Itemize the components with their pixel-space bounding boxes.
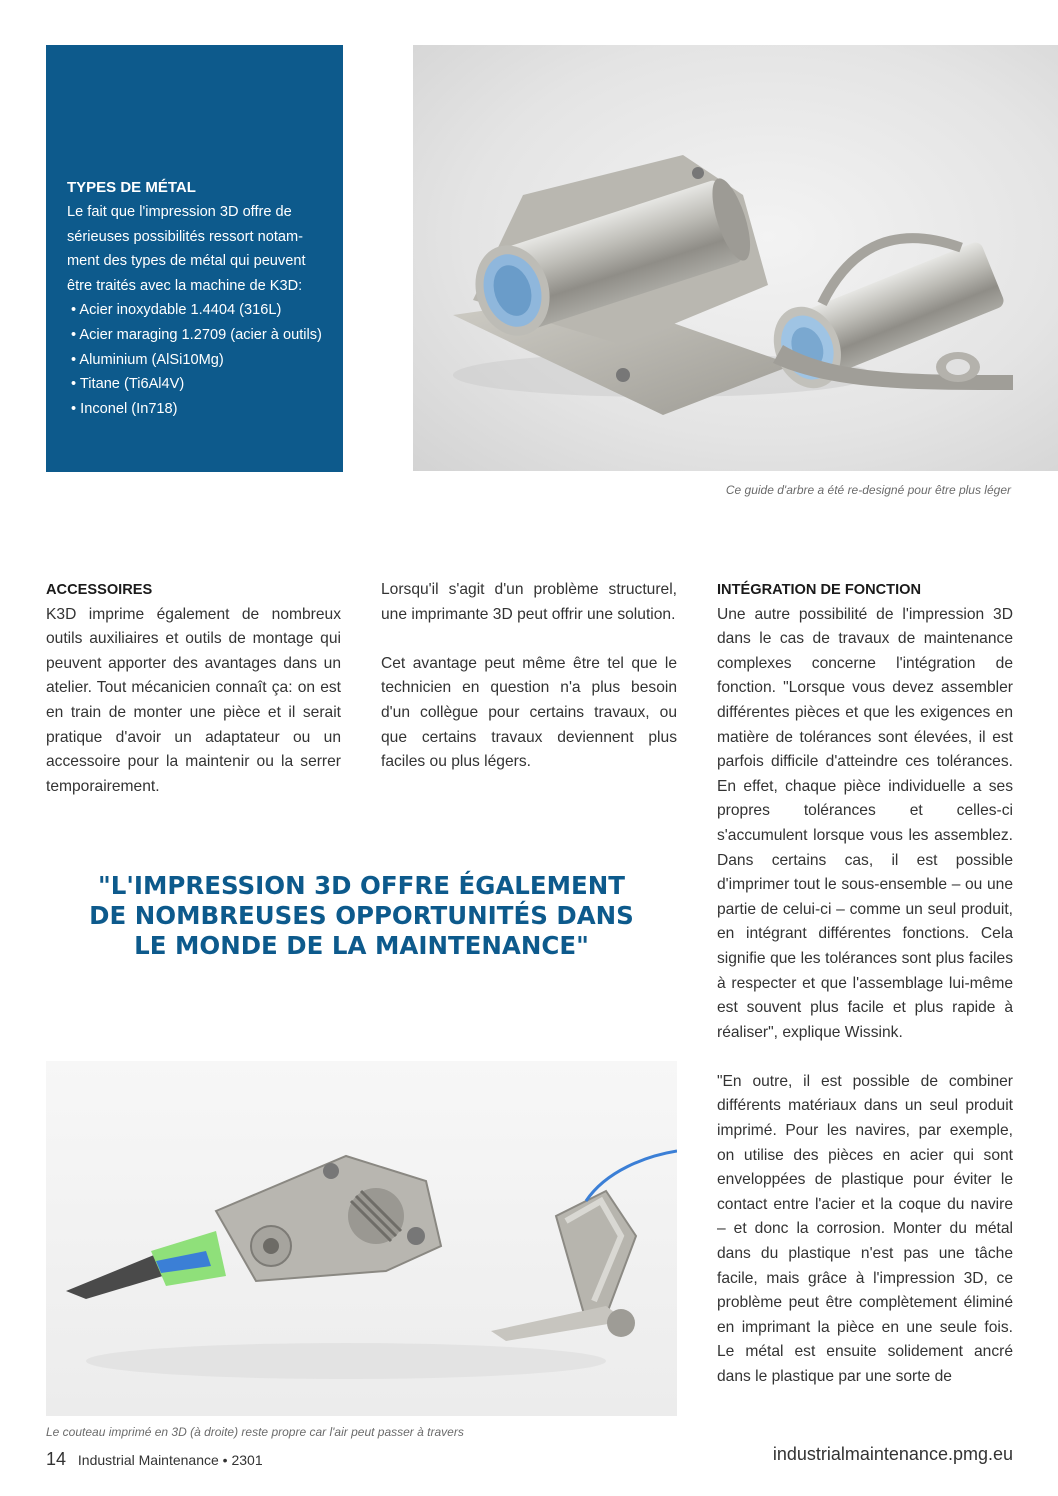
list-item: • Acier inoxydable 1.4404 (316L)	[67, 298, 325, 323]
list-item: • Titane (Ti6Al4V)	[67, 372, 325, 397]
publication-name: Industrial Maintenance • 2301	[77, 1452, 263, 1468]
footer-publication	[46, 1449, 263, 1470]
list-item: • Acier maraging 1.2709 (acier à outils)	[67, 323, 325, 348]
website-link[interactable]: industrialmaintenance.pmg.eu	[772, 1444, 1013, 1464]
metal-types-list	[67, 298, 325, 421]
page-number: 14	[46, 1449, 67, 1469]
pull-quote-line: "L'IMPRESSION 3D OFFRE ÉGALEMENT	[98, 871, 625, 900]
pull-quote-line: DE NOMBREUSES OPPORTUNITÉS DANS	[89, 901, 634, 930]
integration-heading: INTÉGRATION DE FONCTION	[717, 582, 922, 598]
metal-types-box	[46, 45, 343, 472]
pull-quote	[46, 871, 677, 961]
integration-paragraph-1: Une autre possibilité de l'impression 3D dans le cas de travaux de maintenance complexes concerne l'intégration de fonction. "Lorsque vous devez assembler différentes pièces et que les exigences en matière de tolérances sont élevées, il est parfois difficile d'atteindre ces tolérances. En effet, chaque pièce individuelle a ses propres tolérances et celles-ci s'accumulent lorsque vous les assemblez. Dans certains cas, il est possible d'imprimer tout le sous-ensemble – ou une partie de celui-ci – comme un seul produit, en intégrant différentes fonctions. Cela signifie que les tolérances sont plus faciles à respecter et que l'assemblage lui-même est souvent plus facile et plus rapide à réaliser", explique Wissink.	[717, 605, 1013, 1041]
column-accessoires	[46, 578, 341, 799]
knife-illustration	[46, 1061, 677, 1416]
list-item: • Inconel (In718)	[67, 397, 325, 422]
metal-types-intro: Le fait que l'impression 3D offre de sérieuses possibilités ressort notamment des types de métal qui peuvent être traités avec la machine de K3D:	[67, 204, 306, 294]
metal-types-title: TYPES DE MÉTAL	[67, 179, 196, 196]
accessoires-heading: ACCESSOIRES	[46, 582, 153, 598]
list-item: • Aluminium (AlSi10Mg)	[67, 348, 325, 373]
top-photo-caption: Ce guide d'arbre a été re-designé pour être plus léger	[725, 483, 1011, 497]
shaft-guide-photo	[413, 45, 1058, 471]
accessoires-paragraph: K3D imprime également de nombreux outils auxiliaires et outils de montage qui peuvent apporter des avantages dans un atelier. Tout mécanicien connaît ça: on est en train de monter une pièce et il serait pratique d'avoir un adaptateur ou un accessoire pour la maintenir ou la serrer temporairement.	[46, 605, 341, 795]
bottom-photo-caption: Le couteau imprimé en 3D (à droite) reste propre car l'air peut passer à travers	[46, 1425, 464, 1439]
column-integration	[717, 578, 1013, 1390]
middle-paragraph-2: Cet avantage peut même être tel que le technicien en question n'a plus besoin d'un collègue pour certains travaux, ou que certains travaux deviennent plus faciles ou plus légers.	[381, 654, 677, 771]
middle-paragraph-1: Lorsqu'il s'agit d'un problème structurel, une imprimante 3D peut offrir une solution.	[381, 581, 677, 623]
pull-quote-line: LE MONDE DE LA MAINTENANCE"	[134, 931, 589, 960]
knife-photo	[46, 1061, 677, 1416]
column-middle	[381, 578, 677, 775]
integration-paragraph-2: "En outre, il est possible de combiner différents matériaux dans un seul produit imprimé. Pour les navires, par exemple, on utilise des pièces en acier qui sont enveloppées de plastique pour éviter le contact entre l'acier et la coque du navire – et donc la corrosion. Monter du métal dans du plastique n'est pas une tâche facile, mais grâce à l'impression 3D, ce problème peut être complètement éliminé en imprimant la pièce en une seule fois. Le métal est ensuite solidement ancré dans le plastique par une sorte de	[717, 1072, 1013, 1385]
shaft-guide-illustration	[413, 45, 1058, 471]
